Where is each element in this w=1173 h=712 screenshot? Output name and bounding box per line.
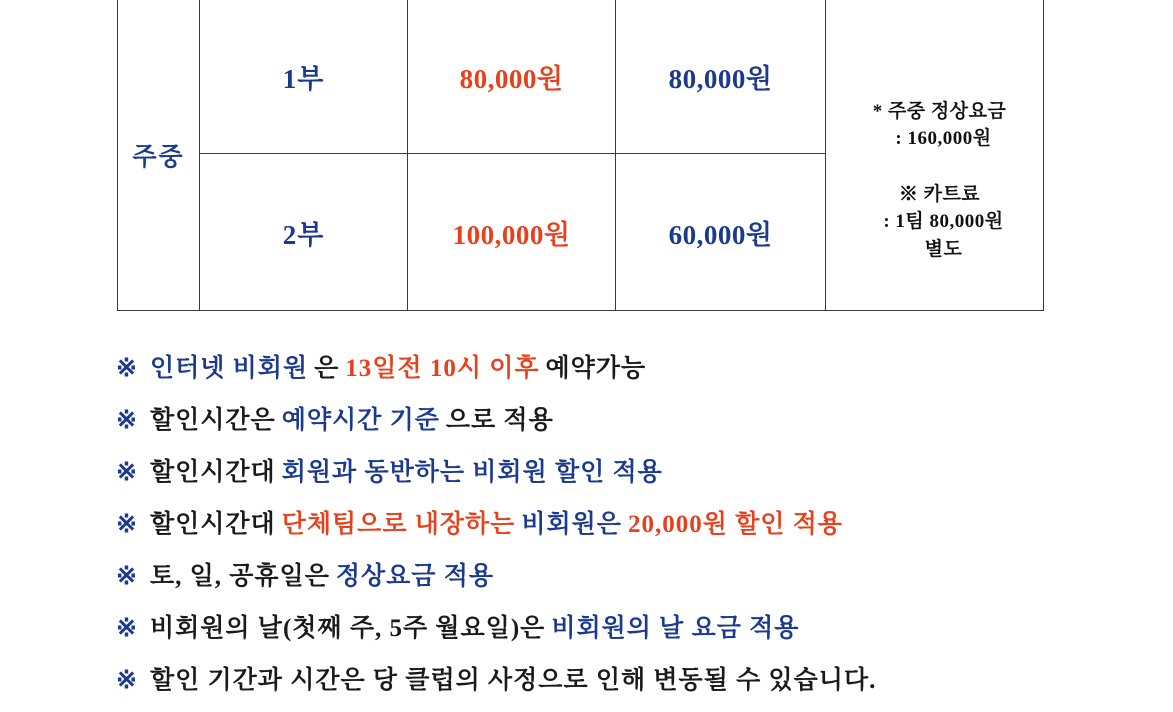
note-item [116,608,1156,644]
note-segment: 20,000원 할인 적용 [627,511,843,538]
part-cell-2: 2부 [200,154,408,311]
note-bullet-icon: ※ [116,563,138,590]
note-segment: 으로 적용 [445,407,554,434]
table-note-box [826,46,1043,264]
note-bullet-icon: ※ [116,459,138,486]
note-segment: 할인 기간과 시간은 당 클럽의 사정으로 인해 변동될 수 있습니다. [149,667,877,694]
note-line-cart-fee-value: : 1팀 80,000원 [883,211,1004,233]
note-bullet-icon: ※ [116,667,138,694]
note-segment: 비회원의 날(첫째 주, 5주 월요일)은 [149,615,546,642]
note-line-cart-fee-extra: 별도 [924,238,963,260]
note-segment: 은 [314,355,340,382]
note-segment: 13일전 10시 이후 [345,355,540,382]
part-cell-1: 1부 [200,0,408,154]
note-line-normal-rate: * 주중 정상요금 [872,100,1007,122]
note-item [116,556,1156,592]
note-segment: 토, 일, 공휴일은 [149,563,330,590]
price-cell-2-2: 60,000원 [616,154,826,311]
note-segment: 예약가능 [545,355,647,382]
price-table-container [117,0,1043,311]
note-segment: 인터넷 비회원 [149,355,309,382]
daytype-cell: 주중 [118,0,200,311]
note-spacer [836,153,1043,181]
table-note-cell [826,0,1044,311]
note-bullet-icon: ※ [116,355,138,382]
note-item [116,452,1156,488]
note-segment: 단체팀으로 내장하는 [281,511,516,538]
note-segment: 비회원의 날 요금 적용 [551,615,800,642]
note-item [116,660,1156,696]
note-segment: 할인시간대 [149,459,276,486]
note-segment: 정상요금 적용 [335,563,495,590]
table-row [118,0,1044,154]
note-bullet-icon: ※ [116,511,138,538]
price-cell-2-1: 100,000원 [408,154,616,311]
note-item [116,348,1156,384]
note-segment: 회원과 동반하는 비회원 할인 적용 [281,459,663,486]
price-cell-1-2: 80,000원 [616,0,826,154]
price-table [117,0,1044,311]
note-item [116,504,1156,540]
note-segment: 비회원은 [521,511,622,538]
note-line-cart-fee: ※ 카트료 [898,183,981,205]
note-segment: 할인시간대 [149,511,276,538]
note-segment: 할인시간은 [149,407,276,434]
note-segment: 예약시간 기준 [281,407,440,434]
note-line-normal-rate-value: : 160,000원 [895,128,992,150]
note-bullet-icon: ※ [116,615,138,642]
price-cell-1-1: 80,000원 [408,0,616,154]
notes-list [116,348,1156,712]
note-bullet-icon: ※ [116,407,138,434]
note-item [116,400,1156,436]
